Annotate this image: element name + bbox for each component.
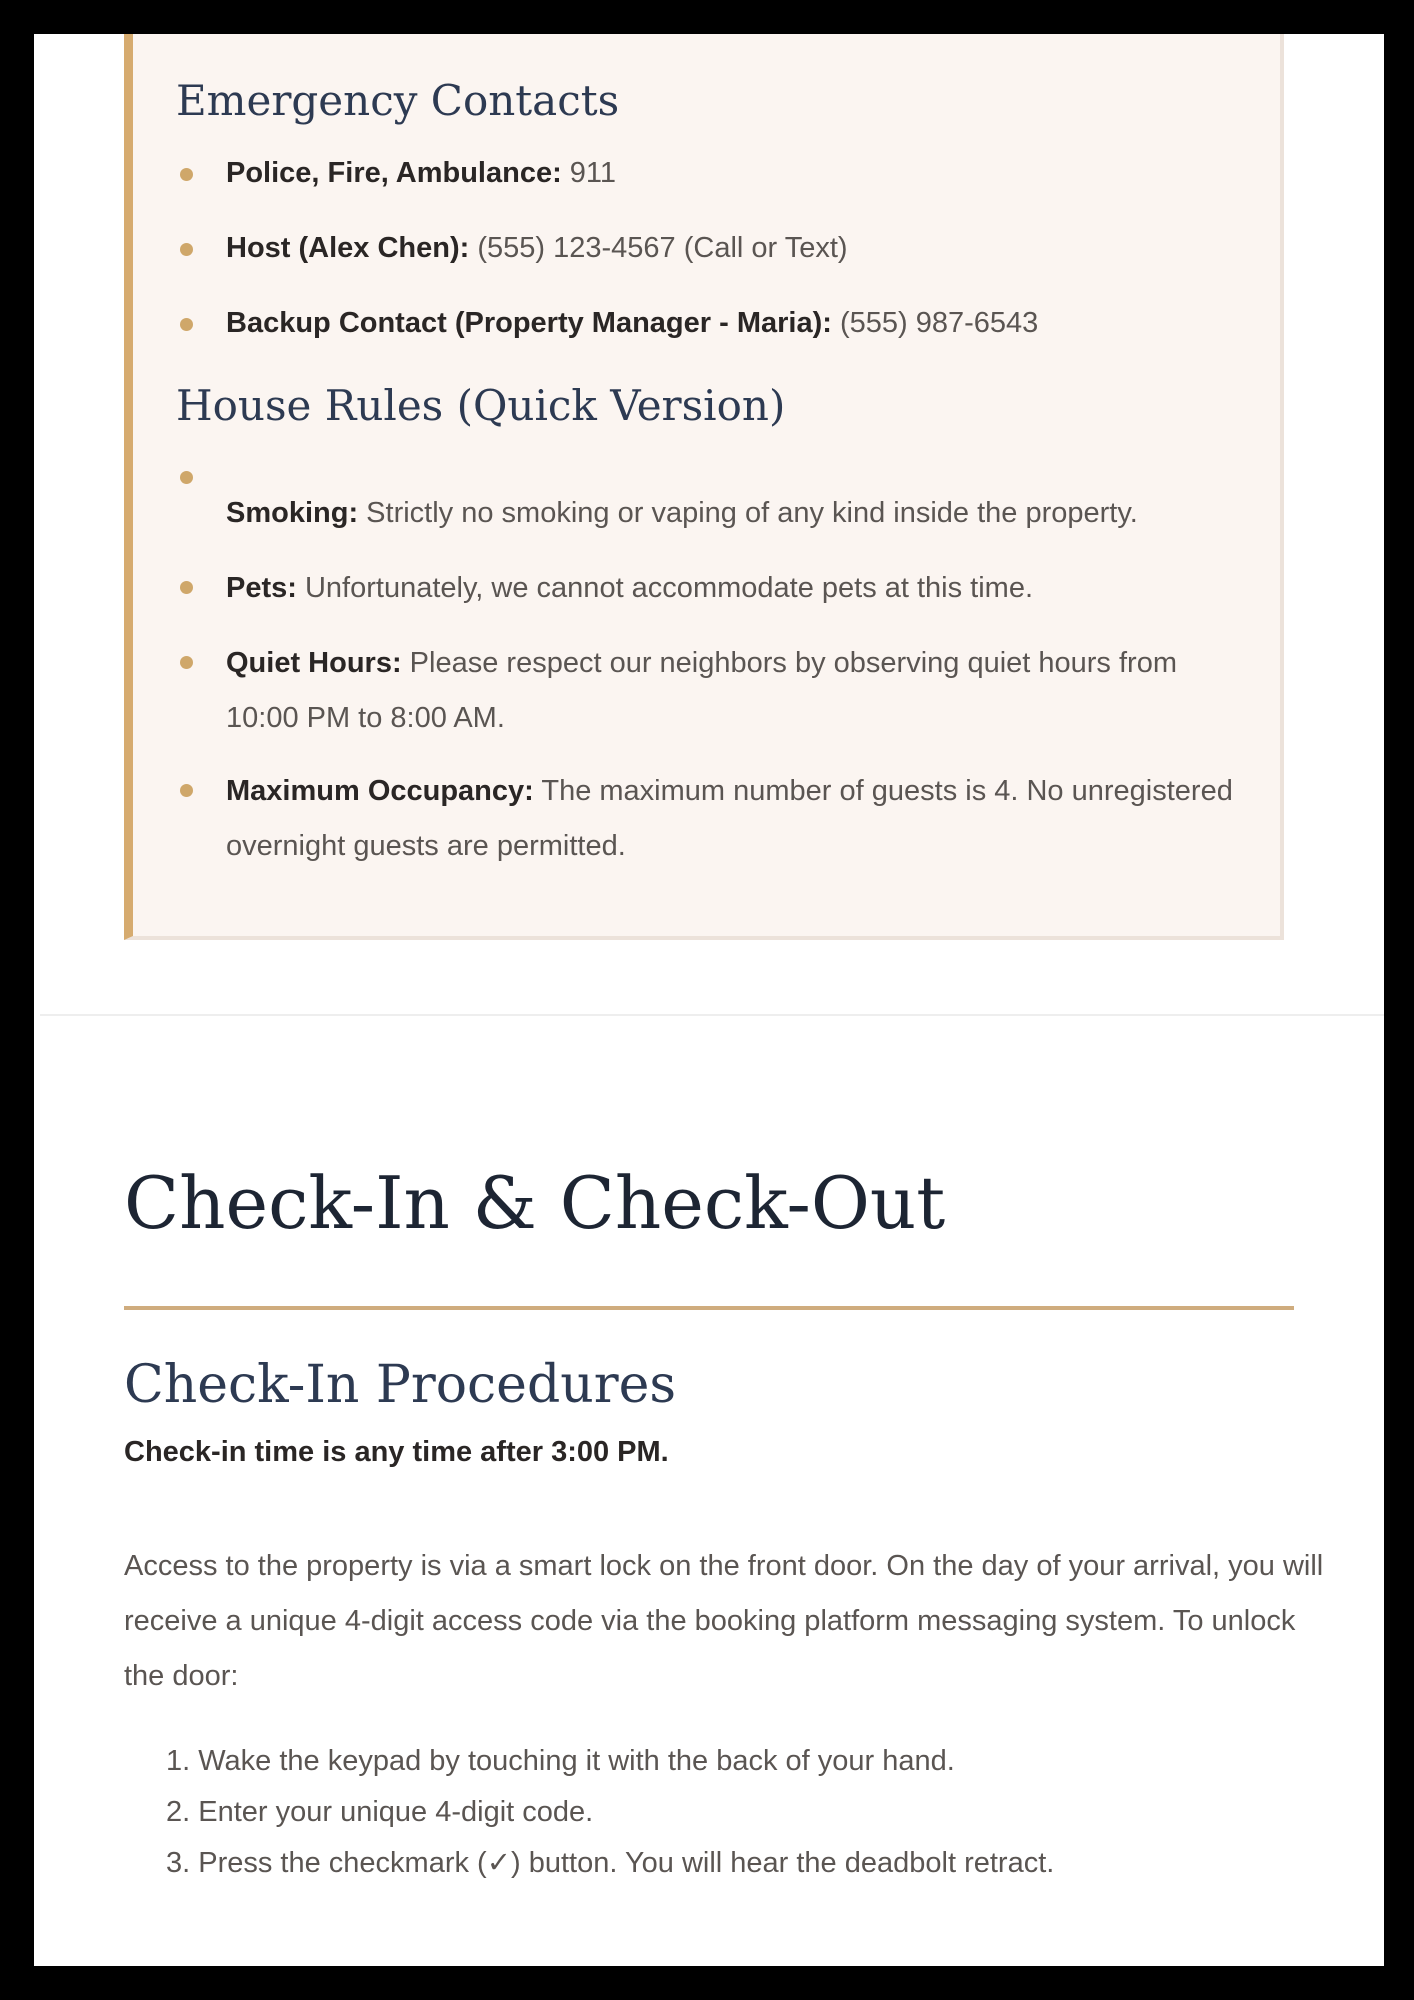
emergency-contacts-heading: Emergency Contacts bbox=[176, 76, 620, 125]
bullet-icon bbox=[180, 581, 193, 594]
rule-value: Strictly no smoking or vaping of any kind inside the property. bbox=[358, 497, 1138, 529]
bullet-icon bbox=[180, 318, 193, 331]
rule-label: Quiet Hours: bbox=[226, 647, 402, 679]
document-page bbox=[34, 34, 1384, 1966]
contact-value: (555) 123-4567 (Call or Text) bbox=[469, 232, 848, 264]
rule-label: Maximum Occupancy: bbox=[226, 775, 534, 807]
bullet-icon bbox=[180, 656, 193, 669]
unlock-steps-list bbox=[124, 1736, 1324, 1889]
rule-value: Please respect our neighbors by observing quiet hours from 10:00 PM to 8:00 AM. bbox=[226, 647, 1177, 734]
checkin-procedures-heading: Check-In Procedures bbox=[124, 1355, 677, 1415]
unlock-step: 3. Press the checkmark (✓) button. You will hear the deadbolt retract. bbox=[166, 1847, 1055, 1879]
bullet-icon bbox=[180, 784, 193, 797]
checkin-checkout-title: Check-In & Check-Out bbox=[124, 1161, 946, 1245]
contact-label: Backup Contact (Property Manager - Maria): bbox=[226, 307, 832, 339]
access-instructions-paragraph: Access to the property is via a smart lock on the front door. On the day of your arrival, you will receive a unique 4-digit access code via the booking platform messaging system. To unlock the door: bbox=[124, 1550, 1324, 1692]
bullet-icon bbox=[180, 243, 193, 256]
contact-value: 911 bbox=[561, 157, 617, 189]
house-rule-item bbox=[226, 561, 1256, 616]
unlock-step: 2. Enter your unique 4-digit code. bbox=[166, 1796, 594, 1828]
title-underline bbox=[124, 1306, 1294, 1310]
bullet-icon bbox=[180, 471, 193, 484]
contact-label: Police, Fire, Ambulance: bbox=[226, 157, 562, 189]
unlock-step: 1. Wake the keypad by touching it with the back of your hand. bbox=[166, 1745, 955, 1777]
house-rule-item bbox=[226, 486, 1256, 541]
emergency-contact-item bbox=[226, 146, 1256, 201]
contact-value: (555) 987-6543 bbox=[831, 307, 1039, 339]
rule-label: Pets: bbox=[226, 572, 297, 604]
house-rule-item bbox=[226, 636, 1256, 746]
bullet-icon bbox=[180, 168, 193, 181]
section-divider bbox=[40, 1014, 1384, 1016]
checkin-time-text: Check-in time is any time after 3:00 PM. bbox=[124, 1436, 669, 1468]
rule-value: Unfortunately, we cannot accommodate pets at this time. bbox=[296, 572, 1034, 604]
rule-label: Smoking: bbox=[226, 497, 359, 529]
house-rule-item bbox=[226, 764, 1256, 874]
emergency-contact-item bbox=[226, 221, 1256, 276]
contact-label: Host (Alex Chen): bbox=[226, 232, 470, 264]
house-rules-heading: House Rules (Quick Version) bbox=[176, 381, 786, 430]
emergency-contact-item bbox=[226, 296, 1256, 351]
rule-value: The maximum number of guests is 4. No unregistered overnight guests are permitted. bbox=[226, 775, 1233, 862]
info-callout-box bbox=[124, 34, 1284, 940]
